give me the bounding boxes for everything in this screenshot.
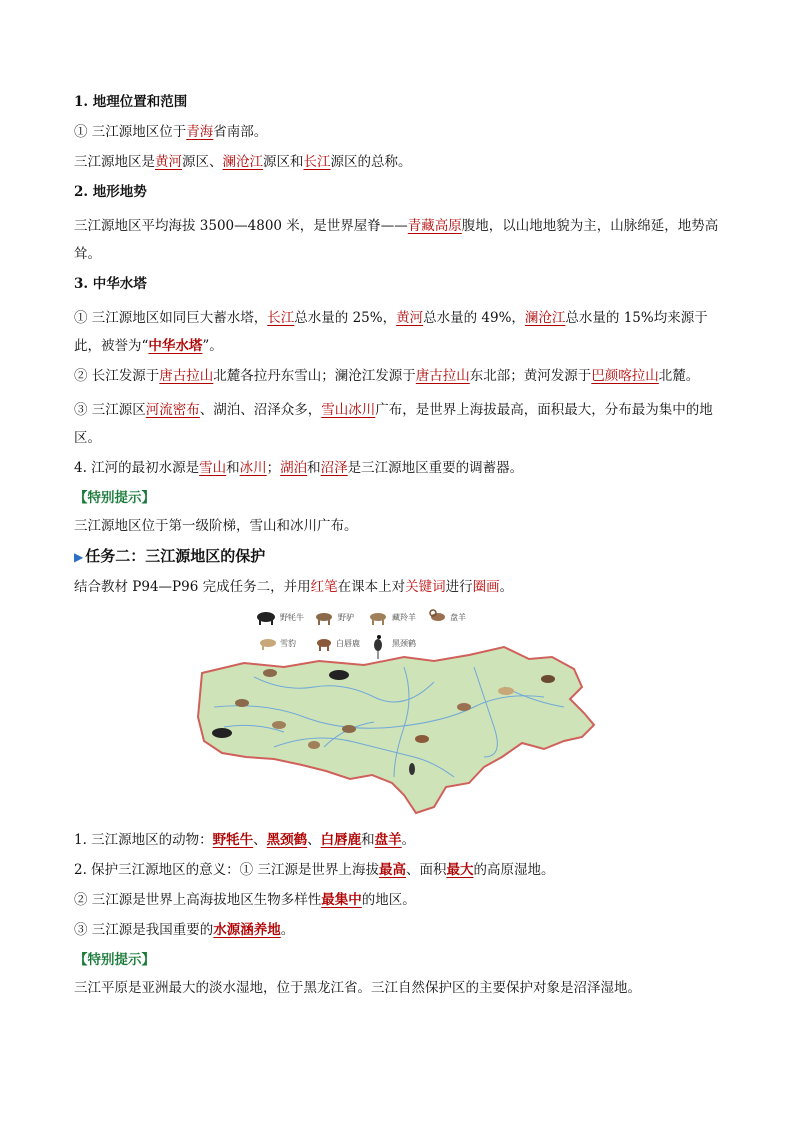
text: 、面积 [405, 862, 447, 878]
answer: 水源涵养地 [213, 922, 281, 938]
legend-label-deer: 白唇鹿 [336, 639, 360, 648]
answer: 长江 [267, 310, 295, 326]
animals-line [74, 830, 724, 850]
red-text: 关键词 [405, 579, 446, 595]
text: ① 三江源地区位于 [74, 124, 187, 140]
wild-ass-icon [235, 699, 249, 707]
answer: 黄河 [155, 154, 182, 170]
text: 在课本上对 [337, 579, 406, 595]
text: ； [266, 460, 281, 476]
legend-label-argali: 盘羊 [450, 613, 466, 622]
yak-icon [212, 728, 232, 738]
terrain-paragraph [74, 212, 724, 268]
answer: 黄河 [396, 310, 424, 326]
text: 和 [361, 832, 375, 848]
legend-argali-icon [430, 610, 445, 621]
answer: 沼泽 [320, 460, 348, 476]
red-text: 红笔 [310, 579, 338, 595]
legend-label-antelope: 藏羚羊 [392, 613, 416, 622]
text: 北麓。 [658, 368, 700, 384]
worksheet [74, 92, 724, 1008]
special-tip-text-2: 三江平原是亚洲最大的淡水湿地，位于黑龙江省。三江自然保护区的主要保护对象是沼泽湿地。 [74, 980, 641, 996]
text: 源区和 [263, 154, 304, 170]
deer-icon [541, 675, 555, 683]
text: ① 三江源地区如同巨大蓄水塔， [74, 310, 268, 326]
text: 4. 江河的最初水源是 [74, 460, 200, 476]
answer: 黑颈鹤 [266, 832, 308, 848]
text: 2. 保护三江源地区的意义：① 三江源是世界上海拔 [74, 862, 379, 878]
text: ”。 [202, 338, 223, 354]
answer: 白唇鹿 [320, 832, 362, 848]
text: 。 [401, 832, 416, 848]
water-sources-line [74, 458, 724, 478]
answer: 河流密布 [145, 402, 200, 418]
legend-snow-leopard-icon [260, 639, 276, 650]
text: 。 [280, 922, 295, 938]
legend-label-snow-leopard: 雪豹 [280, 639, 296, 648]
yak-icon [329, 670, 349, 680]
answer: 中华水塔 [148, 338, 203, 354]
text: 省南部。 [213, 124, 268, 140]
answer: 澜沧江 [222, 154, 263, 170]
special-tip-text-1: 三江源地区位于第一级阶梯，雪山和冰川广布。 [74, 518, 358, 534]
wild-ass-icon [263, 669, 277, 677]
sanjiangyuan-map [74, 607, 724, 822]
water-tower-para-2 [74, 366, 724, 386]
text: 三江源地区是 [74, 154, 155, 170]
antelope-icon [272, 721, 286, 729]
text: 1. 三江源地区的动物： [74, 832, 213, 848]
argali-icon [457, 703, 471, 711]
significance-line-2 [74, 890, 724, 910]
special-tip-label-2: 【特别提示】 [74, 952, 155, 968]
location-line-2 [74, 152, 724, 172]
text: 北麓各拉丹东雪山；澜沧江发源于 [213, 368, 416, 384]
heading-terrain: 2. 地形地势 [74, 184, 147, 200]
text: 的地区。 [361, 892, 416, 908]
answer: 湖泊 [280, 460, 308, 476]
answer: 野牦牛 [212, 832, 254, 848]
legend-wild-ass-icon [316, 613, 332, 625]
triangle-bullet-icon: ▶ [74, 550, 84, 564]
answer: 盘羊 [374, 832, 402, 848]
answer: 巴颜喀拉山 [591, 368, 659, 384]
significance-line-3 [74, 920, 724, 940]
water-tower-para-3 [74, 396, 724, 452]
map-svg [74, 607, 724, 822]
answer: 澜沧江 [524, 310, 566, 326]
task2-instructions [74, 577, 724, 597]
answer: 长江 [303, 154, 331, 170]
answer: 雪山 [199, 460, 227, 476]
wild-ass-icon [342, 725, 356, 733]
text: 、 [253, 832, 267, 848]
task2-title [74, 546, 724, 567]
red-text: 圈画 [472, 579, 500, 595]
text: 是三江源地区重要的调蓄器。 [347, 460, 524, 476]
text: 源区、 [182, 154, 223, 170]
text: 总水量的 49%， [423, 310, 525, 326]
text: 三江源地区平均海拔 3500—4800 米，是世界屋脊—— [74, 218, 408, 234]
special-tip-label-1: 【特别提示】 [74, 490, 155, 506]
text: 和 [226, 460, 240, 476]
answer: 最高 [378, 862, 406, 878]
text: ③ 三江源区 [74, 402, 146, 418]
heading-location: 1. 地理位置和范围 [74, 94, 188, 110]
legend-label-crane: 黑颈鹤 [392, 639, 416, 648]
antelope-icon [308, 741, 320, 749]
water-tower-para-1 [74, 304, 724, 360]
text: 总水量的 25%， [294, 310, 397, 326]
significance-line-1 [74, 860, 724, 880]
answer: 青海 [186, 124, 214, 140]
answer: 雪山冰川 [321, 402, 376, 418]
answer: 最大 [446, 862, 474, 878]
region-land-shape [198, 647, 594, 813]
legend-deer-icon [317, 639, 331, 651]
text: 进行 [445, 579, 473, 595]
legend-yak-icon [257, 612, 275, 625]
text: 结合教材 P94—P96 完成任务二，并用 [74, 579, 311, 595]
text: 东北部；黄河发源于 [469, 368, 592, 384]
text: 和 [307, 460, 321, 476]
task2-title-text: 任务二：三江源地区的保护 [85, 547, 266, 565]
answer: 青藏高原 [407, 218, 462, 234]
text: 的高原湿地。 [473, 862, 555, 878]
text: 广布，是世界上海拔最高，面积最大，分布最为集中的地区。 [74, 402, 713, 446]
text: 源区的总称。 [330, 154, 412, 170]
legend-label-yak: 野牦牛 [280, 613, 304, 622]
answer: 冰川 [239, 460, 267, 476]
crane-icon [409, 763, 415, 775]
legend-label-wild-ass: 野驴 [338, 613, 354, 622]
text: 、湖泊、沼泽众多， [199, 402, 322, 418]
heading-water-tower: 3. 中华水塔 [74, 276, 147, 292]
answer: 唐古拉山 [159, 368, 214, 384]
text: 、 [307, 832, 321, 848]
text: 腹地，以山地地貌为主，山脉绵延，地势高耸。 [74, 218, 719, 262]
location-line-1 [74, 122, 724, 142]
answer: 唐古拉山 [415, 368, 470, 384]
legend [257, 610, 466, 659]
legend-crane-icon [374, 635, 382, 659]
snow-leopard-icon [498, 687, 514, 695]
text: ② 三江源是世界上高海拔地区生物多样性 [74, 892, 322, 908]
text: 总水量的 15%均来源于此，被誉为“ [74, 310, 708, 354]
text: 。 [499, 579, 514, 595]
text: ② 长江发源于 [74, 368, 160, 384]
deer-icon [415, 735, 429, 743]
answer: 最集中 [321, 892, 362, 908]
text: ③ 三江源是我国重要的 [74, 922, 214, 938]
legend-antelope-icon [370, 613, 386, 625]
